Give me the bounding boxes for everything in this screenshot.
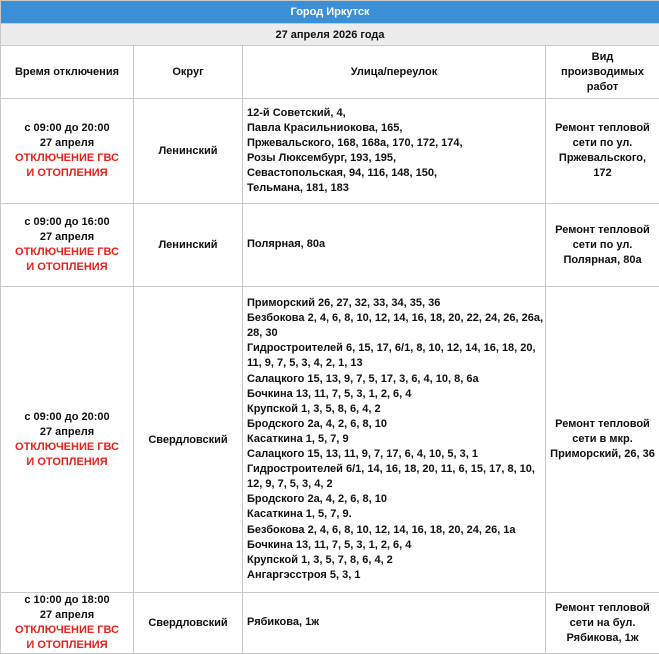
work-line: Ремонт тепловой [546, 223, 659, 238]
work-line: Пржевальского, [546, 151, 659, 166]
alert-text: И ОТОПЛЕНИЯ [1, 638, 133, 653]
address-line: Павла Красильниокова, 165, [247, 121, 545, 136]
time-range: с 10:00 до 18:00 [1, 593, 133, 608]
header-work-line: Вид [546, 50, 659, 65]
time-range: с 09:00 до 16:00 [1, 215, 133, 230]
address-line: Тельмана, 181, 183 [247, 181, 545, 196]
city-title: Город Иркутск [1, 1, 659, 24]
address-line: Салацкого 15, 13, 9, 7, 5, 17, 3, 6, 4, 10, 8, 6а [247, 372, 545, 387]
header-time: Время отключения [1, 46, 134, 99]
address-line: Севастопольская, 94, 116, 148, 150, [247, 166, 545, 181]
district-cell: Свердловский [134, 287, 243, 593]
time-day: 27 апреля [1, 425, 133, 440]
time-day: 27 апреля [1, 230, 133, 245]
address-line: Безбокова 2, 4, 6, 8, 10, 12, 14, 16, 18, 20, 24, 26, 1а [247, 523, 545, 538]
address-cell [243, 204, 546, 287]
work-line: Ремонт тепловой [546, 121, 659, 136]
district-cell: Ленинский [134, 204, 243, 287]
address-cell [243, 287, 546, 593]
header-street: Улица/переулок [243, 46, 546, 99]
address-line: Пржевальского, 168, 168а, 170, 172, 174, [247, 136, 545, 151]
time-range: с 09:00 до 20:00 [1, 121, 133, 136]
address-line: Касаткина 1, 5, 7, 9 [247, 432, 545, 447]
time-cell [1, 593, 134, 654]
time-range: с 09:00 до 20:00 [1, 410, 133, 425]
work-line: Ремонт тепловой [546, 417, 659, 432]
time-cell [1, 204, 134, 287]
time-day: 27 апреля [1, 136, 133, 151]
work-cell [546, 593, 659, 654]
table-row [1, 204, 659, 287]
work-line: сети по ул. [546, 238, 659, 253]
work-cell [546, 99, 659, 204]
district-cell: Свердловский [134, 593, 243, 654]
header-work-line: работ [546, 80, 659, 95]
alert-text: ОТКЛЮЧЕНИЕ ГВС [1, 151, 133, 166]
address-line: Ангаргэсстроя 5, 3, 1 [247, 568, 545, 583]
time-cell [1, 99, 134, 204]
alert-text: И ОТОПЛЕНИЯ [1, 260, 133, 275]
header-work [546, 46, 659, 99]
address-line: Салацкого 15, 13, 11, 9, 7, 17, 6, 4, 10, 5, 3, 1 [247, 447, 545, 462]
district-cell: Ленинский [134, 99, 243, 204]
work-cell [546, 287, 659, 593]
work-line: 172 [546, 166, 659, 181]
alert-text: ОТКЛЮЧЕНИЕ ГВС [1, 623, 133, 638]
address-line: Розы Люксембург, 193, 195, [247, 151, 545, 166]
header-district: Округ [134, 46, 243, 99]
address-line: Полярная, 80а [247, 237, 545, 252]
address-line: Бродского 2а, 4, 2, 6, 8, 10 [247, 492, 545, 507]
address-line: Приморский 26, 27, 32, 33, 34, 35, 36 [247, 296, 545, 311]
address-line: 11, 9, 7, 5, 3, 4, 2, 1, 13 [247, 356, 545, 371]
address-line: Бочкина 13, 11, 7, 5, 3, 1, 2, 6, 4 [247, 387, 545, 402]
table-row [1, 99, 659, 204]
address-line: Безбокова 2, 4, 6, 8, 10, 12, 14, 16, 18, 20, 22, 24, 26, 26а, [247, 311, 545, 326]
time-cell [1, 287, 134, 593]
address-line: Гидростроителей 6/1, 14, 16, 18, 20, 11, 6, 15, 17, 8, 10, [247, 462, 545, 477]
work-line: сети в мкр. [546, 432, 659, 447]
address-line: Крупской 1, 3, 5, 8, 6, 4, 2 [247, 402, 545, 417]
address-line: Касаткина 1, 5, 7, 9. [247, 507, 545, 522]
work-line: Рябикова, 1ж [546, 631, 659, 646]
address-line: Бочкина 13, 11, 7, 5, 3, 1, 2, 6, 4 [247, 538, 545, 553]
table-row [1, 593, 659, 654]
work-line: сети по ул. [546, 136, 659, 151]
work-cell [546, 204, 659, 287]
header-work-line: производимых [546, 65, 659, 80]
alert-text: ОТКЛЮЧЕНИЕ ГВС [1, 440, 133, 455]
work-line: Приморский, 26, 36 [546, 447, 659, 462]
address-cell [243, 593, 546, 654]
address-cell [243, 99, 546, 204]
time-day: 27 апреля [1, 608, 133, 623]
alert-text: И ОТОПЛЕНИЯ [1, 455, 133, 470]
address-line: Гидростроителей 6, 15, 17, 6/1, 8, 10, 12, 14, 16, 18, 20, [247, 341, 545, 356]
work-line: Ремонт тепловой [546, 601, 659, 616]
work-line: сети на бул. [546, 616, 659, 631]
address-line: 12, 9, 7, 5, 3, 4, 2 [247, 477, 545, 492]
header-row [1, 46, 659, 99]
table-row [1, 287, 659, 593]
work-line: Полярная, 80а [546, 253, 659, 268]
alert-text: И ОТОПЛЕНИЯ [1, 166, 133, 181]
address-line: Крупской 1, 3, 5, 7, 8, 6, 4, 2 [247, 553, 545, 568]
alert-text: ОТКЛЮЧЕНИЕ ГВС [1, 245, 133, 260]
address-line: Рябикова, 1ж [247, 615, 545, 630]
date-title: 27 апреля 2026 года [1, 24, 659, 46]
address-line: Бродского 2а, 4, 2, 6, 8, 10 [247, 417, 545, 432]
address-line: 12-й Советский, 4, [247, 106, 545, 121]
address-line: 28, 30 [247, 326, 545, 341]
